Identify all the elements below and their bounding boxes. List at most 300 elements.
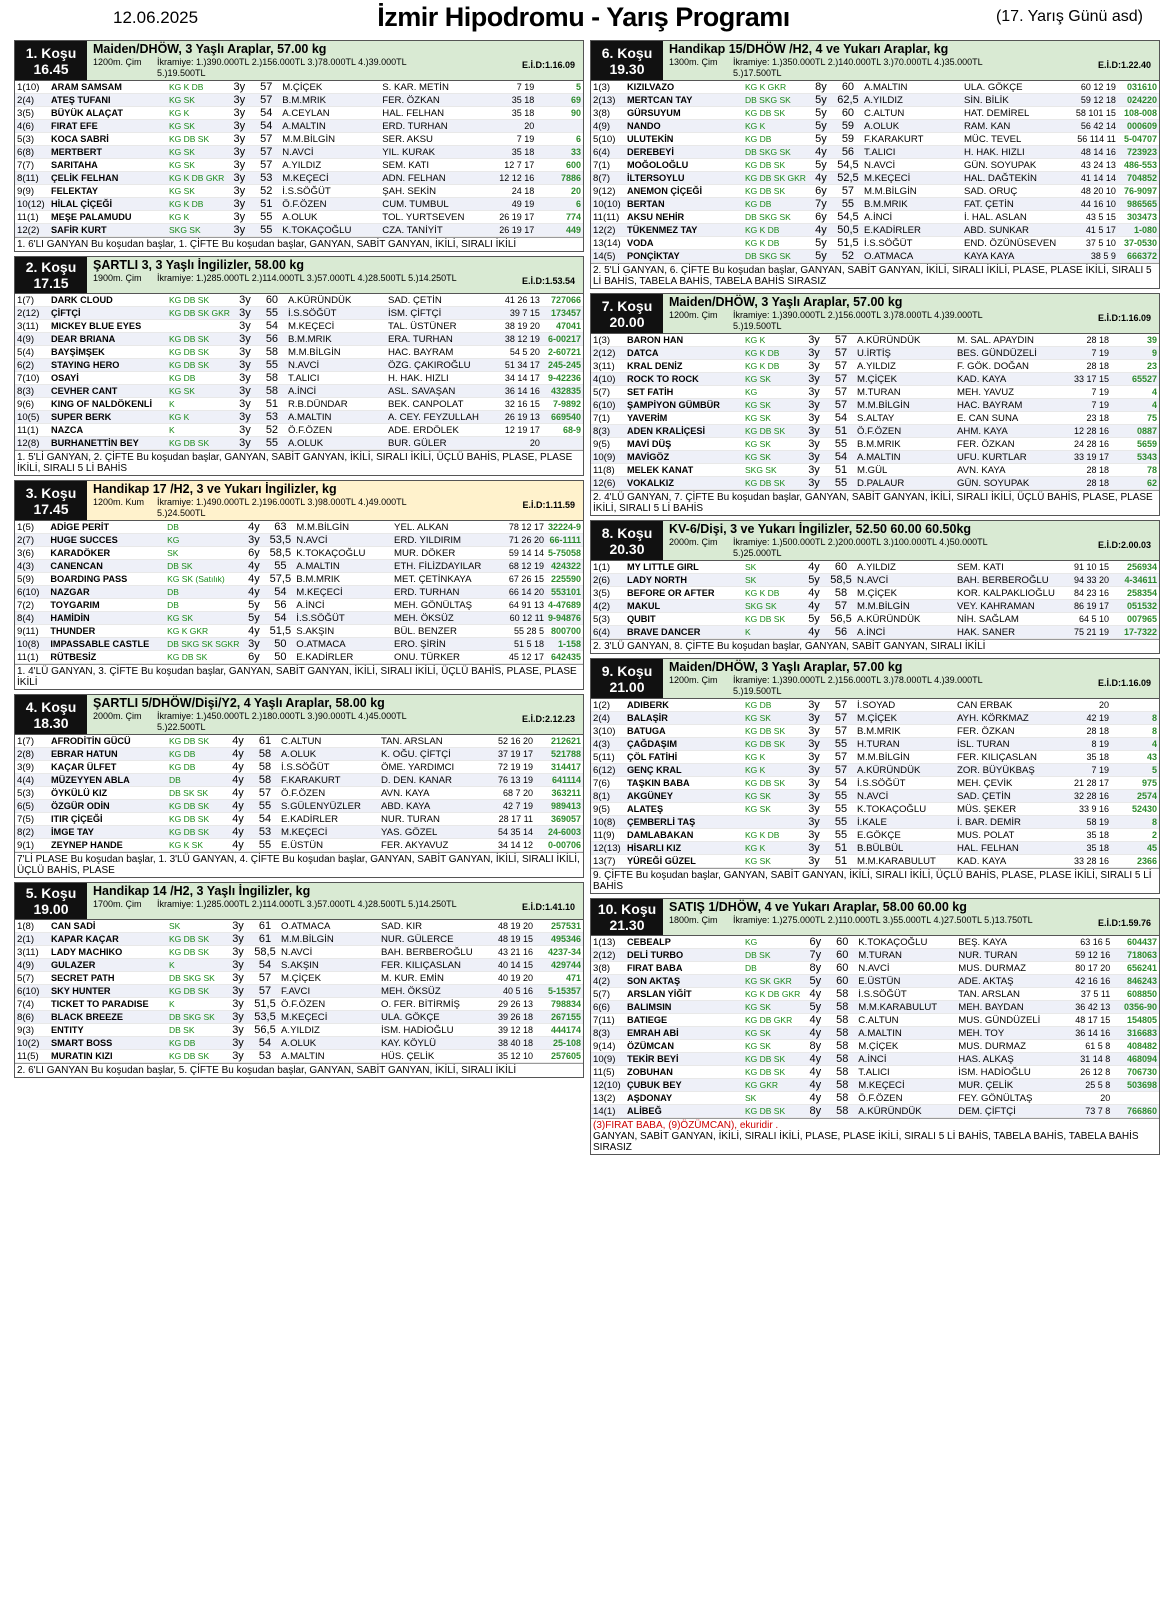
recent-form: 424322 — [546, 560, 583, 573]
bet-types: 2. 6'LI GANYAN Bu koşudan başlar, 5. ÇİFTE Bu koşudan başlar, GANYAN, SABİT GANYAN, İKİLİ, SIRALI İKİLİ — [17, 1065, 517, 1076]
table-row[interactable] — [15, 133, 583, 146]
table-row[interactable] — [591, 185, 1159, 198]
table-row[interactable] — [15, 94, 583, 107]
trainer: FER. ÖZKAN — [380, 94, 484, 107]
table-row[interactable] — [591, 842, 1159, 855]
table-row[interactable] — [15, 547, 583, 560]
table-row[interactable] — [15, 998, 583, 1011]
table-row[interactable] — [591, 211, 1159, 224]
horse-weight: 57 — [827, 373, 855, 386]
table-row[interactable] — [591, 600, 1159, 613]
race-note — [591, 639, 1159, 653]
table-row[interactable] — [15, 294, 583, 307]
horse-name: CEVHER CANT — [49, 385, 167, 398]
recent-form: 727066 — [542, 294, 583, 307]
table-row[interactable] — [15, 307, 583, 320]
horse-age: 3y — [801, 412, 827, 425]
table-row[interactable] — [591, 120, 1159, 133]
table-row[interactable] — [591, 975, 1159, 988]
table-row[interactable] — [15, 198, 583, 211]
race-prize: İkramiye: 1.)390.000TL 2.)156.000TL 3.)78.000TL 4.)39.000TL 5.)19.500TL — [157, 57, 407, 78]
table-row[interactable] — [591, 451, 1159, 464]
jockey: A.OLUK — [862, 120, 962, 133]
horse-age: 3y — [232, 437, 258, 450]
table-row[interactable] — [591, 829, 1159, 842]
table-row[interactable] — [15, 972, 583, 985]
bet-types: 2. 3'LÜ GANYAN, 8. ÇİFTE Bu koşudan başlar, GANYAN, SABİT GANYAN, SIRALI İKİLİ — [593, 641, 986, 652]
table-row[interactable] — [15, 398, 583, 411]
table-row[interactable] — [15, 651, 583, 664]
stats: 84 23 16 — [1059, 587, 1111, 600]
horse-number: 8(3) — [591, 1027, 625, 1040]
table-row[interactable] — [15, 573, 583, 586]
horse-age: 4y — [241, 625, 266, 638]
equipment: KG DB SK — [167, 333, 232, 346]
equipment: KG K DB — [743, 224, 808, 237]
race-number-box — [591, 294, 663, 333]
table-row[interactable] — [15, 959, 583, 972]
stats: 38 19 20 — [490, 320, 542, 333]
horse-name: YAVERİM — [625, 412, 743, 425]
horse-age: 3y — [226, 81, 252, 94]
horse-age: 5y — [241, 612, 266, 625]
race-number: 5. Koşu — [25, 885, 77, 901]
jockey: Ö.F.ÖZEN — [279, 998, 379, 1011]
trainer: TAL. ÜSTÜNER — [386, 320, 490, 333]
horse-name: ADIBERK — [625, 699, 743, 712]
recent-form: 90 — [536, 107, 583, 120]
table-row[interactable] — [15, 159, 583, 172]
race-number-box — [15, 481, 87, 520]
recent-form: 449 — [536, 224, 583, 237]
table-row[interactable] — [591, 988, 1159, 1001]
table-row[interactable] — [591, 764, 1159, 777]
table-row[interactable] — [591, 399, 1159, 412]
race-number: 9. Koşu — [601, 662, 653, 679]
jockey: B.M.MRIK — [862, 198, 962, 211]
horse-weight: 57 — [827, 399, 855, 412]
horse-weight: 60 — [828, 962, 856, 975]
trainer: HAC. BAYRAM — [955, 399, 1059, 412]
horse-name: MY LITTLE GIRL — [625, 561, 743, 574]
horse-name: ADİGE PERİT — [48, 521, 165, 534]
table-row[interactable] — [15, 107, 583, 120]
table-row[interactable] — [591, 237, 1159, 250]
table-row[interactable] — [15, 385, 583, 398]
table-row[interactable] — [15, 437, 583, 450]
jockey: O.ATMACA — [279, 920, 379, 933]
table-row[interactable] — [591, 751, 1159, 764]
recent-form: 2-60721 — [542, 346, 583, 359]
trainer: M. SAL. APAYDIN — [955, 334, 1059, 347]
table-row[interactable] — [15, 735, 583, 748]
recent-form: 7-9892 — [542, 398, 583, 411]
horse-weight: 55 — [251, 839, 279, 852]
horse-weight: 58 — [828, 1092, 856, 1105]
table-row[interactable] — [15, 1024, 583, 1037]
table-row[interactable] — [591, 172, 1159, 185]
table-row[interactable] — [591, 587, 1159, 600]
recent-form: 25-108 — [535, 1037, 583, 1050]
horse-age: 3y — [801, 738, 827, 751]
table-row[interactable] — [15, 224, 583, 237]
table-row[interactable] — [15, 586, 583, 599]
race-record: E.İ.D:2.00.03 — [1097, 540, 1151, 550]
race-header — [15, 883, 583, 920]
table-row[interactable] — [591, 574, 1159, 587]
recent-form: 8 — [1111, 725, 1159, 738]
horse-age: 3y — [225, 1011, 251, 1024]
equipment: KG K DB — [743, 237, 808, 250]
equipment: KG DB SK — [167, 437, 232, 450]
table-row[interactable] — [591, 1105, 1159, 1118]
horse-age: 5y — [802, 975, 828, 988]
table-row[interactable] — [591, 360, 1159, 373]
recent-form: 43 — [1111, 751, 1159, 764]
recent-form: 989413 — [535, 800, 583, 813]
stats: 35 12 10 — [483, 1050, 535, 1063]
jockey: M.KEÇECİ — [286, 320, 386, 333]
jockey: K.TOKAÇOĞLU — [280, 224, 380, 237]
equipment: KG DB SK — [167, 346, 232, 359]
horse-age: 4y — [241, 560, 266, 573]
horse-weight: 53,5 — [267, 534, 295, 547]
horse-name: ARSLAN YİĞİT — [625, 988, 743, 1001]
trainer: MÜS. ŞEKER — [955, 803, 1059, 816]
table-row[interactable] — [15, 185, 583, 198]
table-row[interactable] — [591, 1092, 1159, 1105]
jockey: M.KEÇECİ — [294, 586, 392, 599]
equipment: K — [167, 959, 225, 972]
stats: 39 26 18 — [483, 1011, 535, 1024]
equipment: KG DB SK — [165, 651, 241, 664]
table-row[interactable] — [15, 320, 583, 333]
equipment: KG K SK — [167, 839, 225, 852]
horse-age: 3y — [232, 424, 258, 437]
horse-weight: 55 — [258, 307, 286, 320]
horse-age: 3y — [801, 751, 827, 764]
horse-name: ÖZÜMCAN — [625, 1040, 743, 1053]
table-row[interactable] — [15, 748, 583, 761]
stats: 26 19 17 — [484, 211, 536, 224]
equipment: KG K DB — [167, 198, 226, 211]
equipment: KG SK — [167, 120, 226, 133]
trainer: ERD. TURHAN — [392, 586, 495, 599]
trainer: ULA. GÖKÇE — [379, 1011, 483, 1024]
trainer: İSM. ÇİFTÇİ — [386, 307, 490, 320]
race-number: 8. Koşu — [601, 524, 653, 541]
jockey: M.M.BİLGİN — [286, 346, 386, 359]
table-row[interactable] — [15, 411, 583, 424]
stats: 52 16 20 — [483, 735, 535, 748]
race-distance: 1200m. Kum — [93, 497, 145, 507]
table-row[interactable] — [15, 1037, 583, 1050]
equipment: KG K DB — [743, 829, 801, 842]
horse-age: 3y — [232, 320, 258, 333]
table-row[interactable] — [591, 1040, 1159, 1053]
table-row[interactable] — [15, 81, 583, 94]
horse-weight: 57 — [827, 764, 855, 777]
stats: 33 9 16 — [1059, 803, 1111, 816]
table-row[interactable] — [591, 1001, 1159, 1014]
race-note — [591, 263, 1159, 288]
table-row[interactable] — [15, 774, 583, 787]
table-row[interactable] — [591, 94, 1159, 107]
stats: 12 28 16 — [1059, 425, 1111, 438]
equipment: KG SK — [743, 373, 801, 386]
table-row[interactable] — [591, 1014, 1159, 1027]
horse-name: ÖYKÜLÜ KIZ — [49, 787, 167, 800]
stats: 37 5 10 — [1066, 237, 1118, 250]
table-row[interactable] — [591, 1027, 1159, 1040]
table-row[interactable] — [15, 534, 583, 547]
table-row[interactable] — [591, 425, 1159, 438]
recent-form: 846243 — [1112, 975, 1159, 988]
table-row[interactable] — [15, 1050, 583, 1063]
horse-name: BATIEGE — [625, 1014, 743, 1027]
stats: 35 18 — [484, 94, 536, 107]
stats: 59 12 18 — [1066, 94, 1118, 107]
horse-age: 5y — [808, 120, 834, 133]
table-row[interactable] — [591, 699, 1159, 712]
stats: 33 17 15 — [1059, 373, 1111, 386]
horse-age: 3y — [225, 959, 251, 972]
table-row[interactable] — [591, 412, 1159, 425]
horse-number: 3(10) — [591, 725, 625, 738]
horse-number: 5(3) — [591, 613, 625, 626]
table-row[interactable] — [591, 1079, 1159, 1092]
trainer: MUR. ÇELİK — [956, 1079, 1060, 1092]
table-row[interactable] — [591, 107, 1159, 120]
race-number-box — [15, 695, 87, 734]
horse-age: 3y — [226, 159, 252, 172]
race-title: ŞARTLI 5/DHÖW/Dişi/Y2, 4 Yaşlı Araplar, 58.00 kg — [93, 696, 385, 710]
trainer: MEH. BAYDAN — [956, 1001, 1060, 1014]
horse-weight: 51,5 — [834, 237, 862, 250]
horse-number: 4(9) — [15, 959, 49, 972]
horse-weight: 57 — [252, 146, 280, 159]
table-row[interactable] — [591, 373, 1159, 386]
trainer: ÖME. YARDIMCI — [379, 761, 483, 774]
recent-form: 9-42236 — [542, 372, 583, 385]
horse-table — [15, 735, 583, 852]
race-header — [15, 481, 583, 521]
table-row[interactable] — [15, 424, 583, 437]
table-row[interactable] — [15, 761, 583, 774]
equipment: KG K GKR — [165, 625, 241, 638]
recent-form: 5343 — [1111, 451, 1159, 464]
horse-name: MICKEY BLUE EYES — [49, 320, 167, 333]
table-row[interactable] — [591, 738, 1159, 751]
table-row[interactable] — [591, 626, 1159, 639]
table-row[interactable] — [591, 1066, 1159, 1079]
table-row[interactable] — [591, 81, 1159, 94]
trainer: ZOR. BÜYÜKBAŞ — [955, 764, 1059, 777]
stats: 26 19 17 — [484, 224, 536, 237]
trainer: HAL. FELHAN — [380, 107, 484, 120]
horse-age: 3y — [801, 712, 827, 725]
table-row[interactable] — [591, 790, 1159, 803]
race-distance: 2000m. Çim — [669, 537, 718, 547]
horse-name: ZOBUHAN — [625, 1066, 743, 1079]
table-row[interactable] — [591, 613, 1159, 626]
table-row[interactable] — [591, 936, 1159, 949]
horse-weight: 58 — [828, 1027, 856, 1040]
horse-number: 3(11) — [15, 946, 49, 959]
table-row[interactable] — [15, 933, 583, 946]
horse-age: 3y — [225, 998, 251, 1011]
table-row[interactable] — [591, 159, 1159, 172]
table-row[interactable] — [15, 599, 583, 612]
horse-number: 2(13) — [591, 94, 625, 107]
horse-age: 3y — [232, 346, 258, 359]
table-row[interactable] — [15, 625, 583, 638]
horse-age: 3y — [801, 725, 827, 738]
stats: 7 19 — [484, 81, 536, 94]
table-row[interactable] — [15, 346, 583, 359]
table-row[interactable] — [591, 334, 1159, 347]
race-block — [590, 40, 1160, 289]
table-row[interactable] — [591, 1053, 1159, 1066]
trainer: MUS. POLAT — [955, 829, 1059, 842]
table-row[interactable] — [15, 985, 583, 998]
table-row[interactable] — [591, 347, 1159, 360]
stats: 71 26 20 — [495, 534, 546, 547]
table-row[interactable] — [15, 560, 583, 573]
stats: 59 14 14 — [495, 547, 546, 560]
table-row[interactable] — [591, 816, 1159, 829]
jockey: A.OLUK — [286, 437, 386, 450]
trainer: CZA. TANİYİT — [380, 224, 484, 237]
table-row[interactable] — [15, 172, 583, 185]
stats: 41 26 13 — [490, 294, 542, 307]
horse-weight: 57 — [834, 185, 862, 198]
horse-name: VODA — [625, 237, 743, 250]
jockey: İ.S.SÖĞÜT — [862, 237, 962, 250]
recent-form: 108-008 — [1118, 107, 1159, 120]
stats: 40 19 20 — [483, 972, 535, 985]
table-row[interactable] — [591, 949, 1159, 962]
table-row[interactable] — [15, 211, 583, 224]
horse-weight: 60 — [828, 975, 856, 988]
table-row[interactable] — [591, 855, 1159, 868]
table-row[interactable] — [591, 133, 1159, 146]
table-row[interactable] — [591, 146, 1159, 159]
recent-form: 471 — [535, 972, 583, 985]
race-info — [663, 521, 1159, 560]
table-row[interactable] — [15, 920, 583, 933]
equipment: KG DB SK — [167, 985, 225, 998]
recent-form: 52430 — [1111, 803, 1159, 816]
table-row[interactable] — [591, 224, 1159, 237]
equipment: KG DB SK — [167, 946, 225, 959]
trainer: BÜL. BENZER — [392, 625, 495, 638]
jockey: M.TURAN — [855, 386, 955, 399]
table-row[interactable] — [591, 777, 1159, 790]
table-row[interactable] — [15, 612, 583, 625]
table-row[interactable] — [591, 250, 1159, 263]
trainer: İ. BAR. DEMİR — [955, 816, 1059, 829]
table-row[interactable] — [15, 120, 583, 133]
table-row[interactable] — [15, 359, 583, 372]
stats: 54 35 14 — [483, 826, 535, 839]
horse-weight: 54 — [251, 959, 279, 972]
horse-name: ULUTEKİN — [625, 133, 743, 146]
table-row[interactable] — [15, 1011, 583, 1024]
jockey: M.KEÇECİ — [856, 1079, 956, 1092]
race-note — [15, 450, 583, 475]
stats: 64 5 10 — [1059, 613, 1111, 626]
horse-number: 10(8) — [591, 816, 625, 829]
table-row[interactable] — [15, 372, 583, 385]
horse-number: 4(3) — [15, 560, 48, 573]
stats: 51 5 18 — [495, 638, 546, 651]
race-time: 16.45 — [33, 60, 69, 77]
recent-form: 0887 — [1111, 425, 1159, 438]
table-row[interactable] — [15, 146, 583, 159]
table-row[interactable] — [15, 946, 583, 959]
table-row[interactable] — [591, 561, 1159, 574]
stats: 23 18 — [1059, 412, 1111, 425]
equipment: SK — [167, 920, 225, 933]
horse-name: ÇELİK FELHAN — [49, 172, 167, 185]
horse-number: 2(6) — [591, 574, 625, 587]
horse-number: 3(8) — [591, 107, 625, 120]
table-row[interactable] — [591, 386, 1159, 399]
table-row[interactable] — [15, 800, 583, 813]
stats: 61 5 8 — [1060, 1040, 1112, 1053]
table-row[interactable] — [591, 198, 1159, 211]
horse-weight: 51,5 — [267, 625, 295, 638]
trainer: S. KAR. METİN — [380, 81, 484, 94]
jockey: Ö.F.ÖZEN — [855, 425, 955, 438]
equipment: KG DB SK — [167, 294, 232, 307]
recent-form: 1-080 — [1118, 224, 1159, 237]
race-header — [15, 695, 583, 735]
table-row[interactable] — [15, 813, 583, 826]
recent-form: 468094 — [1112, 1053, 1159, 1066]
equipment: KG SK — [743, 855, 801, 868]
table-row[interactable] — [15, 521, 583, 534]
recent-form: 4-47689 — [547, 600, 581, 610]
stats: 56 114 11 — [1066, 133, 1118, 146]
table-row[interactable] — [15, 333, 583, 346]
jockey: B.M.MRIK — [280, 94, 380, 107]
table-row[interactable] — [15, 839, 583, 852]
table-row[interactable] — [15, 638, 583, 651]
recent-form: 24-6003 — [535, 826, 583, 839]
trainer: HAS. ALKAŞ — [956, 1053, 1060, 1066]
horse-number: 8(2) — [15, 826, 49, 839]
table-row[interactable] — [591, 712, 1159, 725]
jockey: N.AVCİ — [855, 790, 955, 803]
table-row[interactable] — [591, 962, 1159, 975]
table-row[interactable] — [591, 477, 1159, 490]
horse-number: 12(8) — [15, 437, 49, 450]
stats: 45 12 17 — [495, 651, 546, 664]
horse-name: CEBEALP — [625, 936, 743, 949]
table-row[interactable] — [591, 438, 1159, 451]
table-row[interactable] — [591, 725, 1159, 738]
table-row[interactable] — [591, 803, 1159, 816]
table-row[interactable] — [15, 826, 583, 839]
jockey: E.KADİRLER — [862, 224, 962, 237]
horse-name: BLACK BREEZE — [49, 1011, 167, 1024]
table-row[interactable] — [591, 464, 1159, 477]
recent-form: 2574 — [1111, 790, 1159, 803]
table-row[interactable] — [15, 787, 583, 800]
horse-number: 3(6) — [15, 547, 48, 560]
